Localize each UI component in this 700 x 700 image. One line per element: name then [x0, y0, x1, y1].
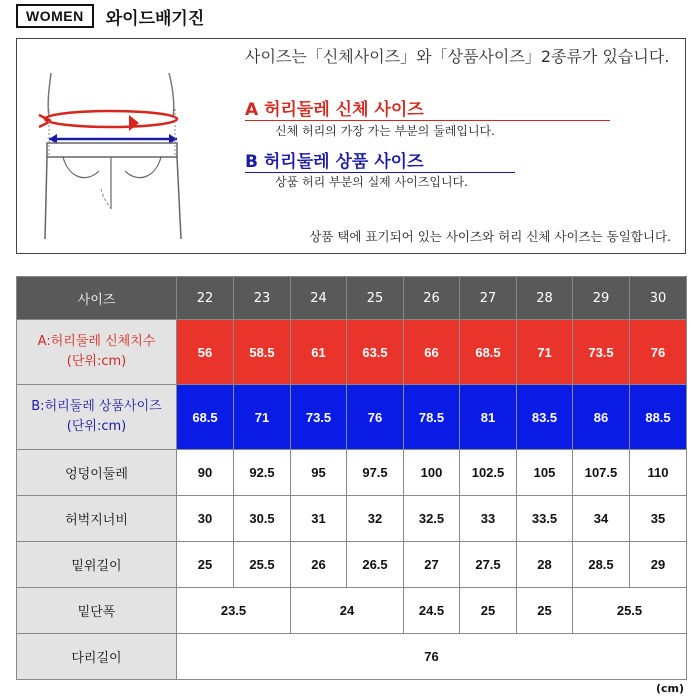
cell: 56 [177, 320, 234, 385]
cell: 25 [177, 542, 234, 588]
cell: 30 [177, 496, 234, 542]
size-col: 22 [177, 277, 234, 320]
size-note: 상품 택에 표기되어 있는 사이즈와 허리 신체 사이즈는 동일합니다. [309, 229, 671, 244]
row-hip [17, 450, 687, 496]
cell: 68.5 [460, 320, 517, 385]
cell: 86 [573, 385, 630, 450]
cell: 31 [291, 496, 347, 542]
cell: 27.5 [460, 542, 517, 588]
row-label [17, 320, 177, 385]
size-col: 24 [291, 277, 347, 320]
cell: 58.5 [234, 320, 291, 385]
a-title: A 허리둘레 신체 사이즈 [245, 100, 424, 120]
cell: 76 [630, 320, 687, 385]
cell: 76 [347, 385, 404, 450]
cell: 25 [517, 588, 573, 634]
cell: 63.5 [347, 320, 404, 385]
cell: 35 [630, 496, 687, 542]
cell: 97.5 [347, 450, 404, 496]
b-description: 상품 허리 부분의 실제 사이즈입니다. [275, 175, 468, 189]
row-label-line1: A:허리둘레 신체치수 [37, 334, 156, 349]
size-col: 23 [234, 277, 291, 320]
cell: 28 [517, 542, 573, 588]
row-rise [17, 542, 687, 588]
unit-label: (cm) [655, 682, 684, 695]
cell: 95 [291, 450, 347, 496]
cell: 25.5 [573, 588, 687, 634]
row-label: 밑단폭 [17, 588, 177, 634]
size-col: 30 [630, 277, 687, 320]
cell: 88.5 [630, 385, 687, 450]
size-col: 25 [347, 277, 404, 320]
cell: 32.5 [404, 496, 460, 542]
cell: 32 [347, 496, 404, 542]
row-label-line1: B:허리둘레 상품사이즈 [31, 399, 162, 414]
cell: 92.5 [234, 450, 291, 496]
row-label: 다리길이 [17, 634, 177, 680]
b-title: B 허리둘레 상품 사이즈 [245, 152, 424, 172]
cell: 28.5 [573, 542, 630, 588]
cell: 24.5 [404, 588, 460, 634]
women-badge: WOMEN [16, 4, 94, 28]
cell: 71 [517, 320, 573, 385]
cell: 76 [177, 634, 687, 680]
cell: 23.5 [177, 588, 291, 634]
cell: 100 [404, 450, 460, 496]
cell: 29 [630, 542, 687, 588]
cell: 71 [234, 385, 291, 450]
row-thigh [17, 496, 687, 542]
row-label: 허벅지너비 [17, 496, 177, 542]
a-underline [245, 120, 610, 121]
row-waist-body [17, 320, 687, 385]
cell: 107.5 [573, 450, 630, 496]
row-label: 밑위길이 [17, 542, 177, 588]
cell: 81 [460, 385, 517, 450]
cell: 24 [291, 588, 404, 634]
a-description: 신체 허리의 가장 가는 부분의 둘레입니다. [275, 124, 495, 138]
cell: 34 [573, 496, 630, 542]
size-col: 26 [404, 277, 460, 320]
cell: 68.5 [177, 385, 234, 450]
row-waist-product [17, 385, 687, 450]
row-inseam [17, 634, 687, 680]
row-label: 엉덩이둘레 [17, 450, 177, 496]
cell: 73.5 [291, 385, 347, 450]
size-header-row [17, 277, 687, 320]
cell: 61 [291, 320, 347, 385]
cell: 33.5 [517, 496, 573, 542]
product-title: 와이드배기진 [105, 8, 205, 29]
cell: 27 [404, 542, 460, 588]
cell: 33 [460, 496, 517, 542]
cell: 90 [177, 450, 234, 496]
row-label-line2: (단위:cm) [66, 419, 127, 434]
cell: 25 [460, 588, 517, 634]
cell: 78.5 [404, 385, 460, 450]
size-table [16, 276, 687, 680]
size-info-box [16, 38, 686, 254]
intro-text: 사이즈는「신체사이즈」와「상품사이즈」2종류가 있습니다. [245, 47, 670, 66]
size-header-label: 사이즈 [17, 277, 177, 320]
cell: 83.5 [517, 385, 573, 450]
size-col: 28 [517, 277, 573, 320]
row-hem [17, 588, 687, 634]
cell: 30.5 [234, 496, 291, 542]
cell: 25.5 [234, 542, 291, 588]
cell: 102.5 [460, 450, 517, 496]
size-col: 29 [573, 277, 630, 320]
row-label [17, 385, 177, 450]
cell: 26 [291, 542, 347, 588]
size-col: 27 [460, 277, 517, 320]
pants-waist-icon [29, 59, 209, 239]
cell: 73.5 [573, 320, 630, 385]
cell: 105 [517, 450, 573, 496]
page-header [16, 3, 204, 29]
row-label-line2: (단위:cm) [66, 354, 127, 369]
cell: 110 [630, 450, 687, 496]
cell: 26.5 [347, 542, 404, 588]
cell: 66 [404, 320, 460, 385]
